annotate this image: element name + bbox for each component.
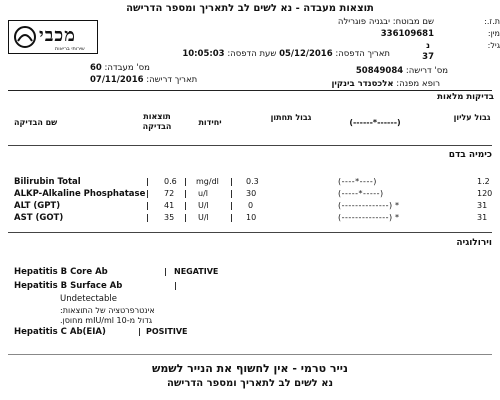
header-divider: [8, 90, 492, 91]
request-date-row: [90, 75, 197, 85]
test-name: ALKP-Alkaline Phosphatase: [14, 189, 146, 199]
col-lower: גבול תחתון: [270, 113, 312, 122]
patient-name-label: שם מבוטח:: [392, 17, 434, 27]
test-range-indicator: (-----*-----): [338, 189, 384, 198]
footer-note: נא לשים לב לתאריך ומספר הדרישה: [166, 378, 334, 389]
patient-edge-label-1: ת.ז.:: [484, 17, 500, 26]
lab-number-row: [90, 63, 150, 73]
section-divider: [8, 232, 492, 233]
col-units: יחידות: [198, 118, 222, 127]
patient-edge-label-3: גיל:: [487, 41, 500, 50]
patient-name-value: יבגניה פוגרילה: [337, 17, 390, 27]
virology-section-title: וירולוגיה: [456, 238, 492, 248]
table-header-divider: [8, 145, 492, 146]
test-upper: 31: [477, 213, 488, 222]
test-lower: 10: [246, 213, 257, 222]
column-separator: |: [174, 281, 177, 290]
column-separator: |: [138, 327, 141, 336]
test-units: u/l: [198, 189, 208, 198]
test-result: 72: [164, 189, 175, 198]
chemistry-section-title: כימיה בדם: [448, 150, 492, 160]
patient-id-value: 336109681: [380, 29, 434, 39]
patient-edge-label-2: מין:: [487, 29, 500, 38]
test-flag: *: [395, 213, 399, 222]
test-name: Hepatitis B Core Ab: [14, 267, 108, 277]
print-date-label: תאריך הדפסה:: [335, 49, 390, 59]
test-units: U/l: [198, 201, 209, 210]
patient-age-value: 37: [422, 52, 434, 62]
logo-mark-icon: [13, 25, 37, 49]
test-result: NEGATIVE: [174, 267, 219, 276]
table-row: [0, 201, 500, 213]
request-number-row: [356, 66, 448, 76]
test-result: POSITIVE: [146, 327, 188, 336]
column-separator: |: [184, 201, 187, 210]
logo-brand-text: מכבי: [39, 25, 76, 46]
print-info: [182, 49, 390, 59]
doctor-label: רופא מפנה:: [396, 79, 440, 89]
test-name: Bilirubin Total: [14, 177, 81, 187]
column-separator: |: [184, 189, 187, 198]
print-date: 05/12/2016: [279, 49, 333, 59]
col-result: תוצאות הבדיקה: [142, 112, 172, 131]
footer-warning: נייר טרמי - אין לחשוף את הנייר לשמש: [152, 362, 348, 375]
test-range-indicator: (--------------): [338, 213, 393, 222]
col-range: (------*------): [349, 118, 401, 127]
footer-divider: [8, 354, 492, 355]
request-date-label: תאריך דרישה:: [146, 75, 198, 85]
test-lower: 30: [246, 189, 257, 198]
test-comment: גדול מ-mIU/ml 10 מחוסן.: [60, 316, 153, 325]
column-separator: |: [146, 189, 149, 198]
table-row: [0, 213, 500, 225]
test-lower: 0: [248, 201, 254, 210]
lab-number-label: מס' מעבדה:: [104, 63, 150, 73]
patient-gender-value: נ: [426, 41, 430, 51]
column-separator: |: [230, 201, 233, 210]
lab-number: 60: [90, 63, 102, 73]
request-date: 07/11/2016: [90, 75, 144, 85]
patient-name-row: [338, 17, 434, 27]
col-test-name: שם הבדיקה: [14, 118, 58, 127]
test-comment: Undetectable: [60, 294, 117, 304]
maccabi-logo: [8, 20, 98, 54]
test-units: U/l: [198, 213, 209, 222]
doctor-name: אלכסנדר בינקין: [331, 79, 394, 89]
column-separator: |: [164, 267, 167, 276]
list-item: [0, 294, 500, 306]
list-item: [0, 327, 500, 339]
table-row: [0, 189, 500, 201]
request-number: 50849084: [355, 66, 404, 76]
test-upper: 31: [477, 201, 488, 210]
test-name: ALT (GPT): [14, 201, 61, 211]
doctor-row: [332, 79, 441, 89]
column-separator: |: [146, 213, 149, 222]
column-separator: |: [230, 189, 233, 198]
test-result: 35: [164, 213, 175, 222]
test-comment: אינטרפרטציה של התוצאות:: [60, 306, 155, 315]
list-item: [0, 267, 500, 279]
test-range-indicator: (--------------): [338, 201, 393, 210]
test-result: 41: [164, 201, 175, 210]
column-separator: |: [184, 177, 187, 186]
page-title: תוצאות מעבדה - נא לשים לב לתאריך ומספר הדרישה: [126, 3, 374, 14]
list-item: [0, 281, 500, 293]
column-separator: |: [146, 201, 149, 210]
column-separator: |: [230, 213, 233, 222]
col-upper: גבול עליון: [453, 113, 491, 122]
column-separator: |: [230, 177, 233, 186]
logo-tagline: שירותי בריאות: [55, 46, 85, 52]
test-name: AST (GOT): [14, 213, 64, 223]
test-result: 0.6: [164, 177, 177, 186]
test-name: Hepatitis B Surface Ab: [14, 281, 123, 291]
table-title: בדיקות מלאות: [437, 92, 494, 102]
test-units: mg/dl: [196, 177, 219, 186]
print-time: 10:05:03: [182, 49, 225, 59]
table-row: [0, 177, 500, 189]
column-separator: |: [184, 213, 187, 222]
column-separator: |: [146, 177, 149, 186]
test-name: Hepatitis C Ab(EIA): [14, 327, 106, 337]
test-upper: 1.2: [477, 177, 490, 186]
test-lower: 0.3: [246, 177, 259, 186]
test-upper: 120: [477, 189, 493, 198]
test-flag: *: [395, 201, 399, 210]
request-number-label: מס' דרישה:: [405, 66, 448, 76]
print-time-label: שעת הדפסה:: [227, 49, 277, 59]
test-range-indicator: (----*----): [338, 177, 377, 186]
